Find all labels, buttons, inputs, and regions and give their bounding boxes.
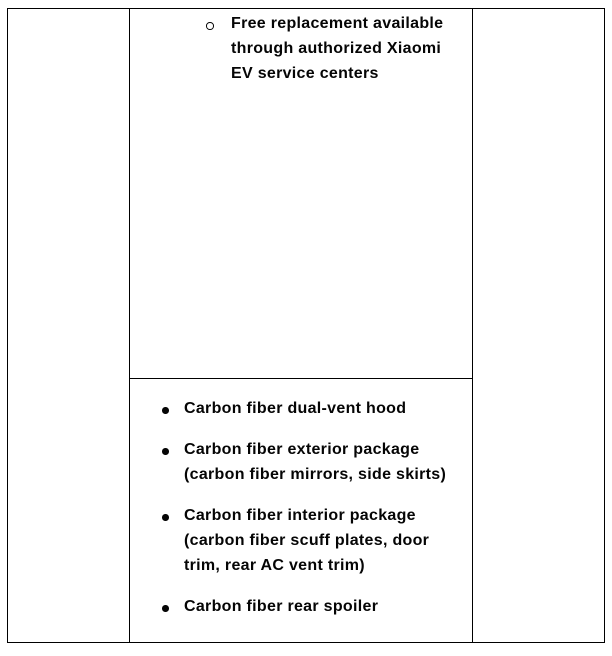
disc-bullet-icon	[162, 514, 169, 521]
list-item-text: Free replacement available through authorized Xiaomi EV service centers	[231, 15, 444, 82]
list-item-text: Carbon fiber rear spoiler	[184, 598, 379, 615]
bullet-list	[130, 396, 472, 619]
circle-bullet-icon	[206, 22, 214, 30]
disc-bullet-icon	[162, 448, 169, 455]
list-item	[130, 503, 464, 578]
disc-bullet-icon	[162, 407, 169, 414]
list-item-text: Carbon fiber exterior package (carbon fiber mirrors, side skirts)	[184, 441, 447, 483]
list-item	[130, 437, 464, 487]
disc-bullet-icon	[162, 605, 169, 612]
table-cell-left-empty	[8, 9, 129, 642]
list-item-text: Carbon fiber dual-vent hood	[184, 400, 407, 417]
list-item	[130, 11, 453, 86]
table-column-middle	[129, 9, 473, 642]
list-item	[130, 594, 464, 619]
table-cell-carbon-fiber-options	[130, 379, 472, 642]
list-item-text: Carbon fiber interior package (carbon fiber scuff plates, door trim, rear AC vent trim)	[184, 507, 430, 574]
list-item	[130, 396, 464, 421]
table-cell-replacement-note	[130, 9, 472, 379]
table-cell-right-empty	[473, 9, 604, 642]
document-table	[7, 8, 605, 643]
sub-bullet-list	[130, 11, 472, 86]
